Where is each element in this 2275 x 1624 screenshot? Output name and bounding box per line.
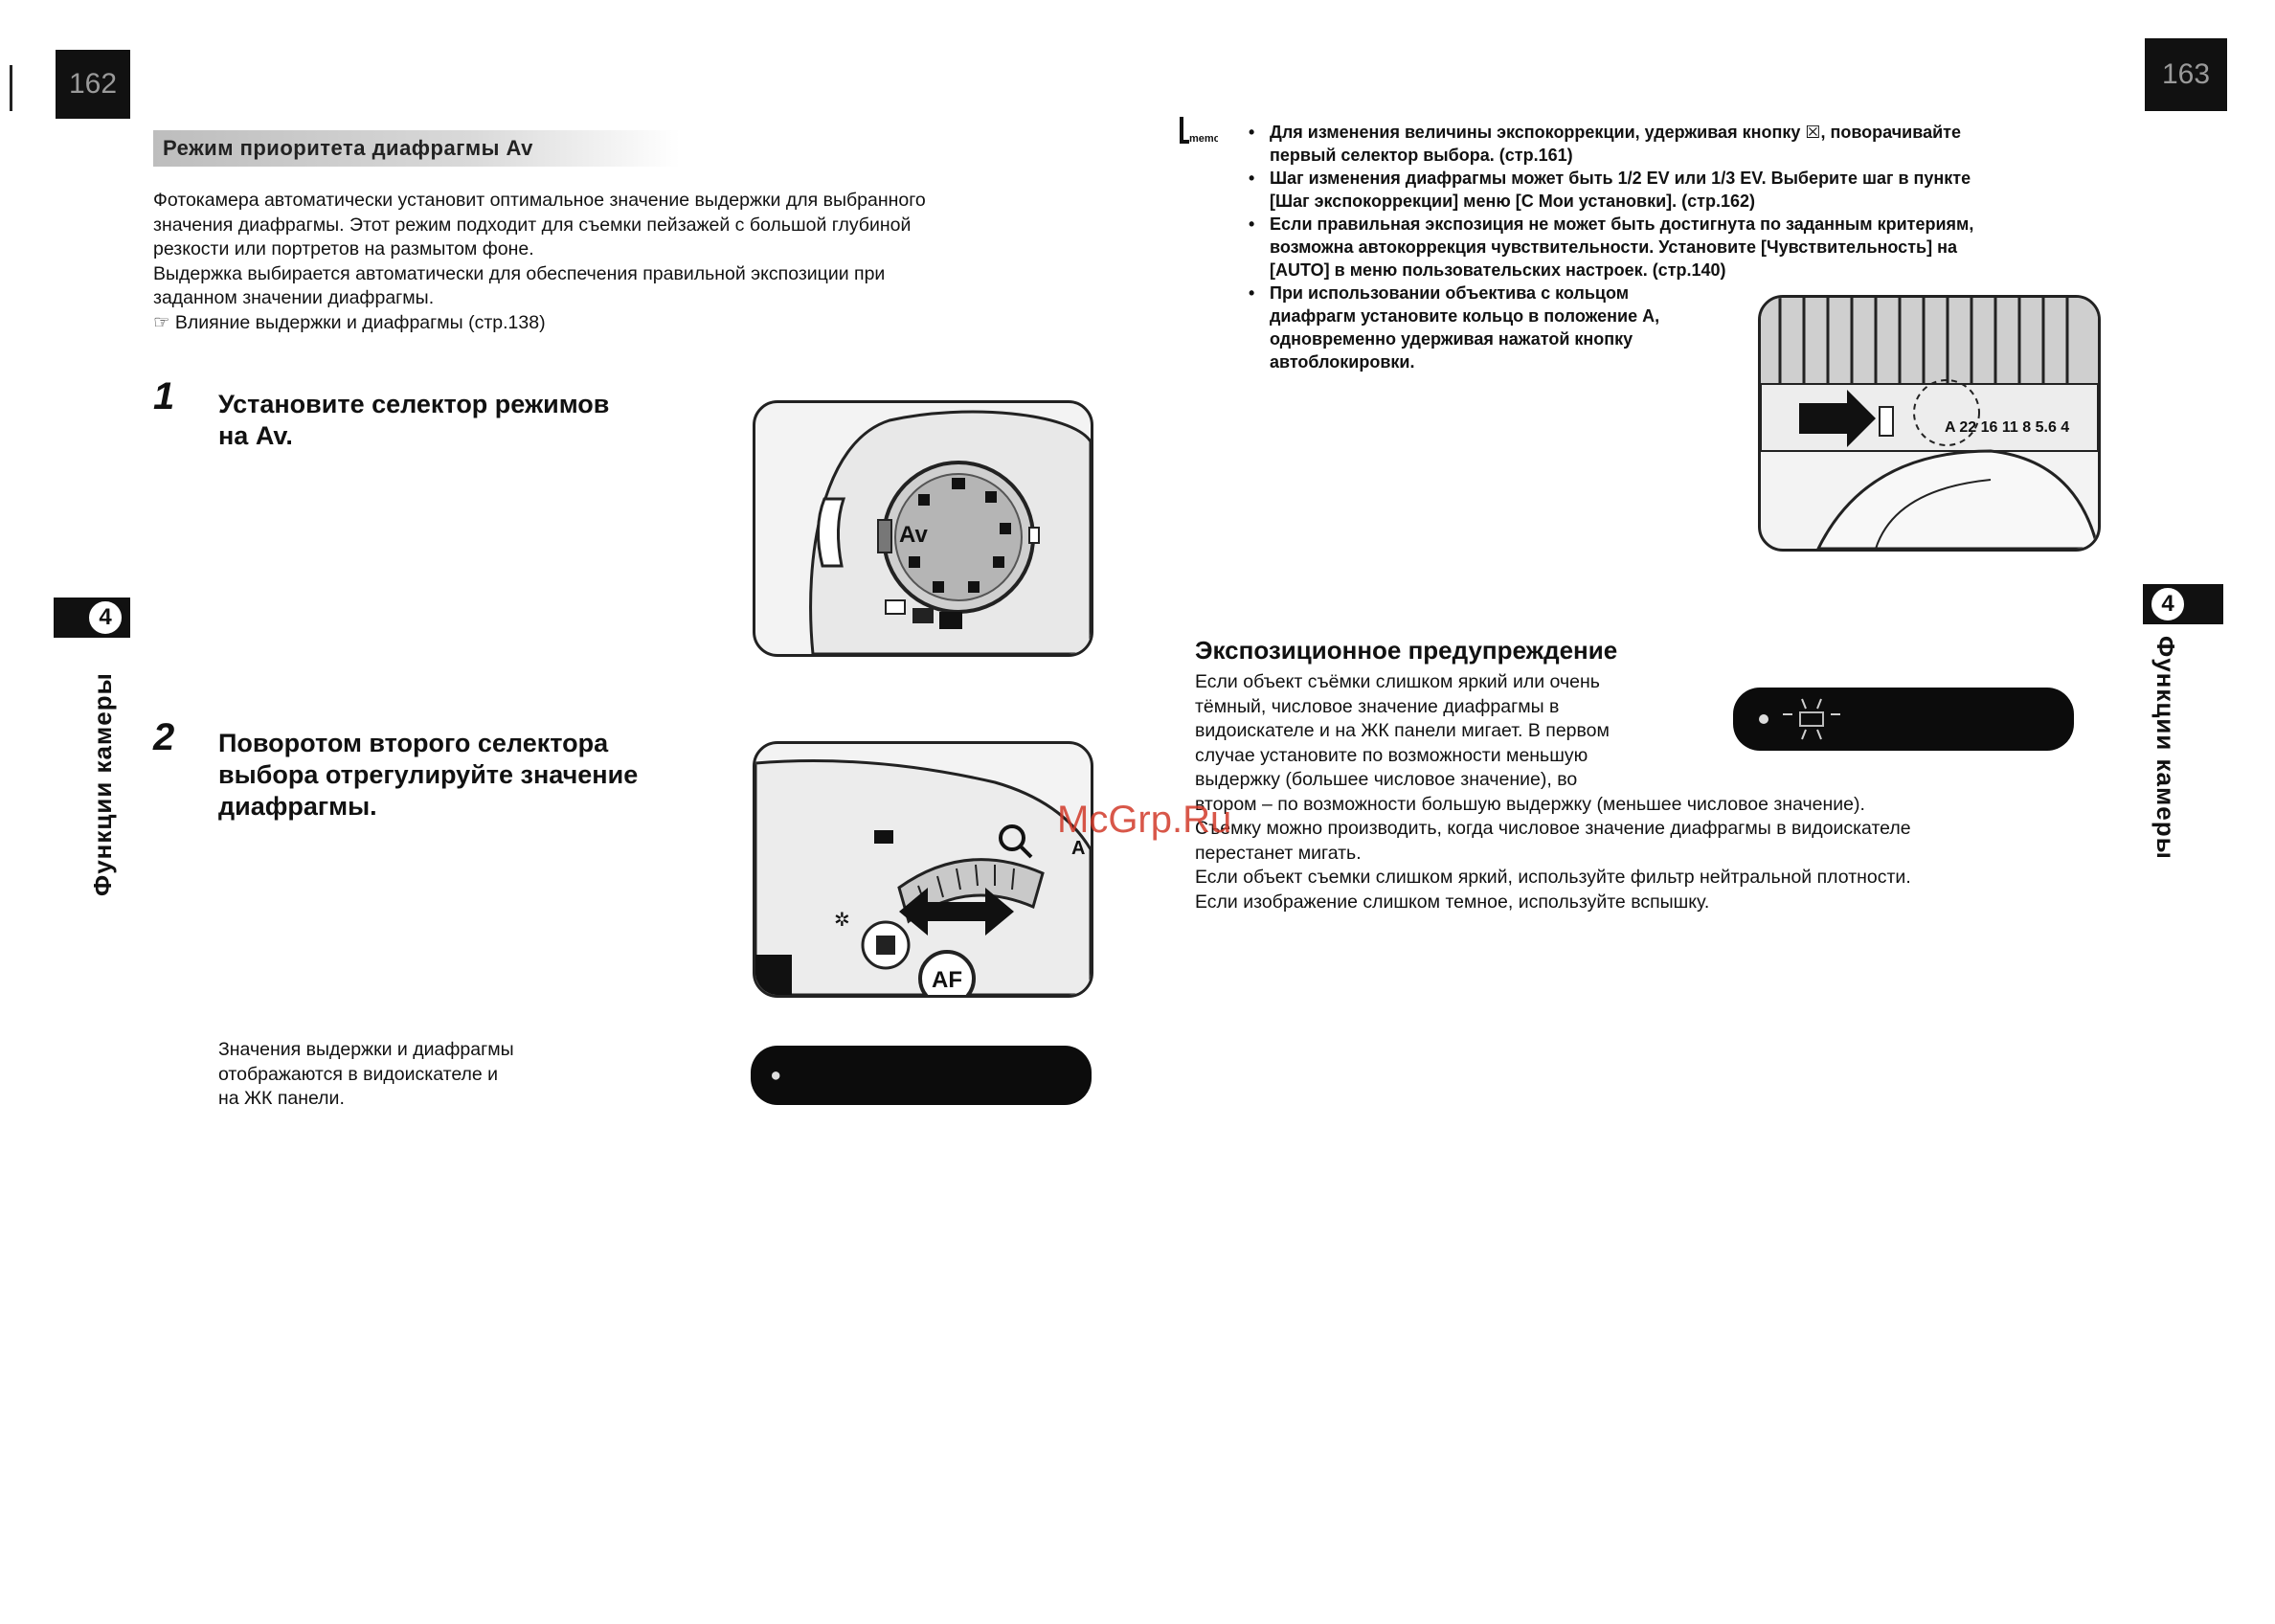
left-page-number: 162 <box>56 50 130 119</box>
left-chapter-number: 4 <box>86 598 124 637</box>
lcd-indicator-icon: ● <box>772 1068 780 1083</box>
intro-paragraph <box>153 189 1111 335</box>
intro-line: Фотокамера автоматически установит оптимальное значение выдержки для выбранного <box>153 190 926 211</box>
memo-icon-drawing <box>1176 113 1218 155</box>
step-2-number: 2 <box>153 716 175 758</box>
left-chapter-label: Функции камеры <box>88 672 117 896</box>
memo-bullet: • При использовании объектива с кольцом диафрагм установите кольцо в положение A, одновременно удерживая нажатой кнопку автоблокировки. <box>1245 282 1729 373</box>
right-page-number: 163 <box>2145 38 2227 111</box>
step-1-title: Установите селектор режимов на Av. <box>218 390 610 450</box>
step-2-title: Поворотом второго селектора выбора отрегулируйте значение диафрагмы. <box>218 729 639 821</box>
reference-link[interactable]: Влияние выдержки и диафрагмы (стр.138) <box>174 311 546 333</box>
svg-text:A: A <box>1071 838 1086 859</box>
display-note: Значения выдержки и диафрагмы отображаются в видоискателе и на ЖК панели. <box>218 1039 514 1109</box>
watermark: McGrp.Ru <box>1057 799 1232 841</box>
left-margin-line <box>10 65 12 111</box>
right-chapter-label: Функции камеры <box>2151 636 2180 860</box>
dial-av-label: Av <box>899 522 928 548</box>
memo-bullet: • Если правильная экспозиция не может быть достигнута по заданным критериям, возможна автокоррекция чувствительности. Установите [Чувствительность] на [AUTO] в меню пользовательских настроек. (стр.140) <box>1245 213 2087 282</box>
right-chapter-number: 4 <box>2149 585 2187 623</box>
blinking-indicator-icon <box>1754 695 1869 743</box>
memo-icon <box>1176 113 1218 155</box>
lcd-panel-right <box>1733 688 2074 751</box>
reference-line[interactable] <box>153 311 1111 336</box>
memo-bullet: • Для изменения величины экспокоррекции, удерживая кнопку ☒, поворачивайте первый селектор выбора. (стр.161) <box>1245 121 2087 167</box>
svg-text:✲: ✲ <box>834 910 850 931</box>
af-button-label: AF <box>932 967 962 993</box>
intro-line: значения диафрагмы. Этот режим подходит для съемки пейзажей с большой глубиной <box>153 214 912 236</box>
memo-bullet: • Шаг изменения диафрагмы может быть 1/2 EV или 1/3 EV. Выберите шаг в пункте [Шаг экспокоррекции] меню [C Мои установки]. (стр.162) <box>1245 167 2087 213</box>
mode-dial-illustration <box>753 400 1093 657</box>
lens-aperture-scale: A 22 16 11 8 5.6 4 <box>1945 419 2070 436</box>
left-chapter-tab <box>54 598 130 638</box>
section-title-text: Режим приоритета диафрагмы Av <box>163 136 533 160</box>
lens-ring-drawing <box>1761 298 2098 549</box>
second-dial-drawing <box>755 744 1091 995</box>
exposure-warning-text: Если объект съёмки слишком яркий или очень тёмный, числовое значение диафрагмы в видоискателе и на ЖК панели мигает. В первом случае установите по возможности меньшую выдержку (большее числовое значение), во втором – по возможности большую выдержку (меньшее числовое значение). Съемку можно производить, когда числовое значение диафрагмы в видоискателе перестанет мигать. Если объект съемки слишком яркий, используйте фильтр нейтральной плотности. Если изображение слишком темное, используйте вспышку. <box>1195 671 1911 913</box>
lens-ring-illustration <box>1758 295 2101 552</box>
lcd-panel-left <box>751 1046 1092 1105</box>
intro-line: заданном значении диафрагмы. <box>153 287 435 308</box>
section-title <box>153 130 680 167</box>
second-dial-illustration <box>753 741 1093 998</box>
step-1-number: 1 <box>153 375 175 417</box>
intro-line: Выдержка выбирается автоматически для обеспечения правильной экспозиции при <box>153 262 886 284</box>
intro-line: резкости или портретов на размытом фоне. <box>153 238 534 259</box>
mode-dial-drawing <box>755 403 1091 654</box>
reference-icon: ☞ <box>153 311 170 333</box>
exposure-warning-title: Экспозиционное предупреждение <box>1195 636 1618 665</box>
right-chapter-tab <box>2143 584 2223 624</box>
svg-text:memo: memo <box>1189 133 1218 145</box>
